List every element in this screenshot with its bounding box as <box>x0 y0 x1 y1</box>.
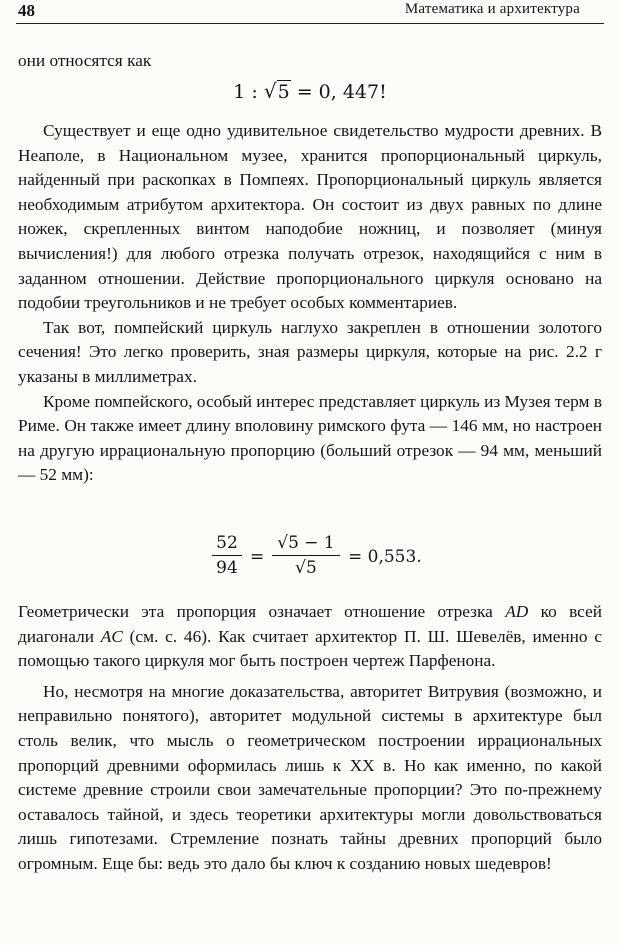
formula-ratio <box>0 79 620 103</box>
running-header <box>16 0 604 22</box>
p4-text-1: Геометрически эта пропорция означает отношение отрезка <box>18 602 506 621</box>
sqrt-symbol: √ <box>263 79 277 103</box>
paragraph-rome-compass: Кроме помпейского, особый интерес представляет циркуль из Музея терм в Риме. Он также имеет длину вполовину римского фута — 146 мм, но настроен на другую иррациональную пропорцию (больший отрезок — 94 мм, меньший — 52 мм): <box>18 391 602 485</box>
equals-sign: = <box>250 547 265 567</box>
intro-line: они относятся как <box>18 51 152 70</box>
p4-text-2: ко всей диагонали <box>18 602 602 646</box>
segment-ad: AD <box>505 602 529 621</box>
running-title: Математика и архитектура <box>404 1 580 17</box>
formula-proportion <box>212 531 432 591</box>
page-number: 48 <box>18 1 35 20</box>
fraction-denominator: 94 <box>216 558 238 579</box>
formula-ratio-right: = 0, 447! <box>290 81 387 103</box>
header-rule <box>16 23 604 24</box>
fraction-numerator: √5 − 1 <box>277 533 335 553</box>
formula-result: = 0,553. <box>348 547 422 567</box>
p4-text-3: (см. с. 46). Как считает архитектор П. Ш. Шевелёв, именно с помощью такого циркуля мог быть построен чертеж Парфенона. <box>18 626 602 671</box>
paragraph-vitruvius: Но, несмотря на многие доказательства, авторитет Витрувия (возможно, и неправильно понятого), авторитет модульной системы в архитектуре был столь велик, что мысль о геометрическом построении иррациональных пропорций древними оформилась лишь к XX в. Но как именно, по какой системе древние строили свои замечательные пропорции? Это по-прежнему оставалось тайной, и здесь теоретики архитектуры могли довольствоваться лишь гипотезами. Стремление познать тайны древних пропорций было огромным. Еще бы: ведь это дало бы ключ к созданию новых шедевров! <box>18 681 602 873</box>
fraction-sqrt <box>272 533 340 578</box>
fraction-bar <box>212 555 242 556</box>
paragraph-pompeii-compass: Существует и еще одно удивительное свидетельство мудрости древних. В Неаполе, в Национальном музее, хранится пропорциональный циркуль, найденный при раскопках в Помпеях. Пропорциональный циркуль является необходимым атрибутом архитектора. Он состоит из двух равных по длине ножек, скрепленных винтом наподобие ножниц, и позволяет (минуя вычисления!) для любого отрезка получать отрезок, находящийся с ним в заданном отношении. Действие пропорционального циркуля основано на подобии треугольников и не требует особых комментариев. <box>18 121 602 313</box>
fraction-denominator: √5 <box>295 558 317 579</box>
text-block-1 <box>18 119 602 488</box>
text-block-2 <box>18 600 602 877</box>
paragraph-geometric-meaning <box>18 600 602 674</box>
diagonal-ac: AC <box>100 626 123 646</box>
intro-line-block <box>18 49 602 74</box>
formula-ratio-left: 1 : <box>233 81 264 103</box>
paragraph-golden-section: Так вот, помпейский циркуль наглухо закреплен в отношении золотого сечения! Это легко проверить, зная размеры циркуля, которые на рис. 2.2 г указаны в миллиметрах. <box>18 317 602 386</box>
formula-ratio-radicand: 5 <box>277 81 290 103</box>
fraction-numerator: 52 <box>216 533 238 553</box>
fraction-bar <box>272 555 340 556</box>
fraction-52-94 <box>212 533 242 578</box>
